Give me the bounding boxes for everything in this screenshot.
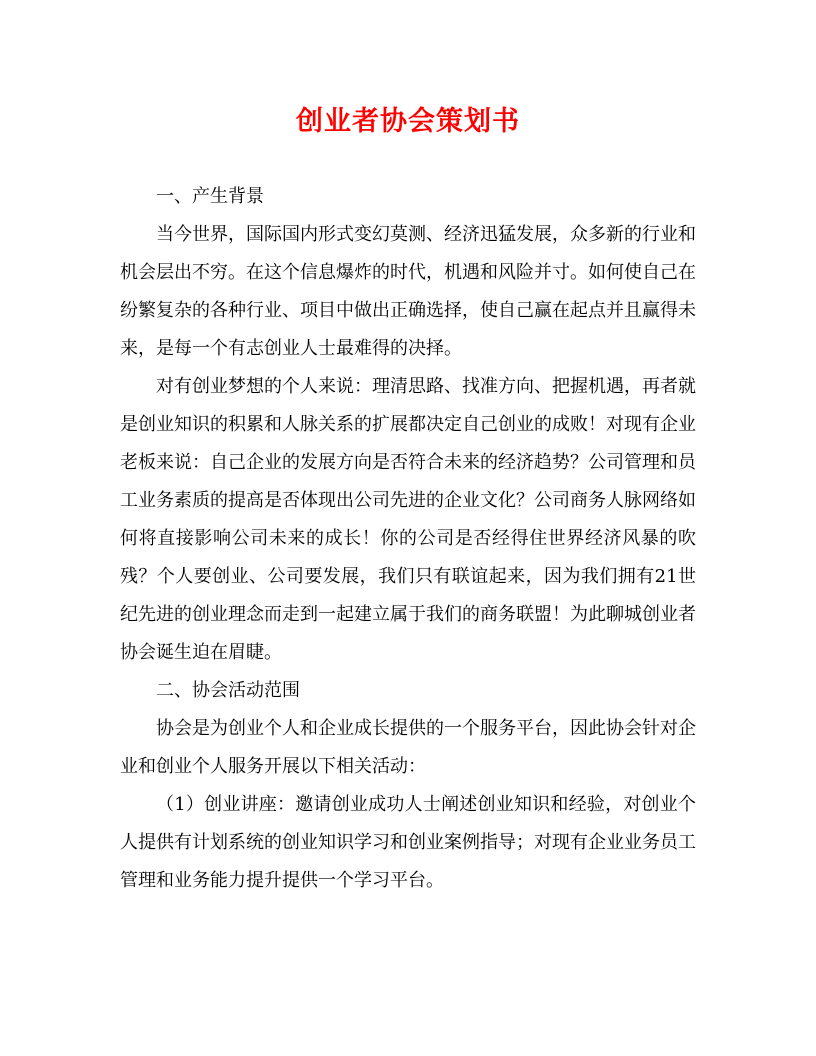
paragraph-background-1: 当今世界，国际国内形式变幻莫测、经济迅猛发展，众多新的行业和机会层出不穷。在这个信息爆炸的时代，机遇和风险并寸。如何使自己在纷繁复杂的各种行业、项目中做出正确选择，使自己赢在起点并且赢得未来，是每一个有志创业人士最难得的决择。 xyxy=(120,224,696,359)
section-heading-activities: 二、协会活动范围 xyxy=(156,680,300,701)
document-body xyxy=(120,178,696,900)
paragraph-activities-intro: 协会是为创业个人和企业成长提供的一个服务平台，因此协会针对企业和创业个人服务开展以下相关活动： xyxy=(120,718,696,777)
paragraph-activity-lectures: （1）创业讲座：邀请创业成功人士阐述创业知识和经验，对创业个人提供有计划系统的创业知识学习和创业案例指导；对现有企业业务员工管理和业务能力提升提供一个学习平台。 xyxy=(120,794,696,891)
section-heading-background: 一、产生背景 xyxy=(156,186,264,207)
document-title: 创业者协会策划书 xyxy=(296,106,520,137)
paragraph-background-2: 对有创业梦想的个人来说：理清思路、找准方向、把握机遇，再者就是创业知识的积累和人脉关系的扩展都决定自己创业的成败！对现有企业老板来说：自己企业的发展方向是否符合未来的经济趋势？公司管理和员工业务素质的提高是否体现出公司先进的企业文化？公司商务人脉网络如何将直接影响公司未来的成长！你的公司是否经得住世界经济风暴的吹残？个人要创业、公司要发展，我们只有联谊起来，因为我们拥有21世纪先进的创业理念而走到一起建立属于我们的商务联盟！为此聊城创业者协会诞生迫在眉睫。 xyxy=(120,376,696,663)
